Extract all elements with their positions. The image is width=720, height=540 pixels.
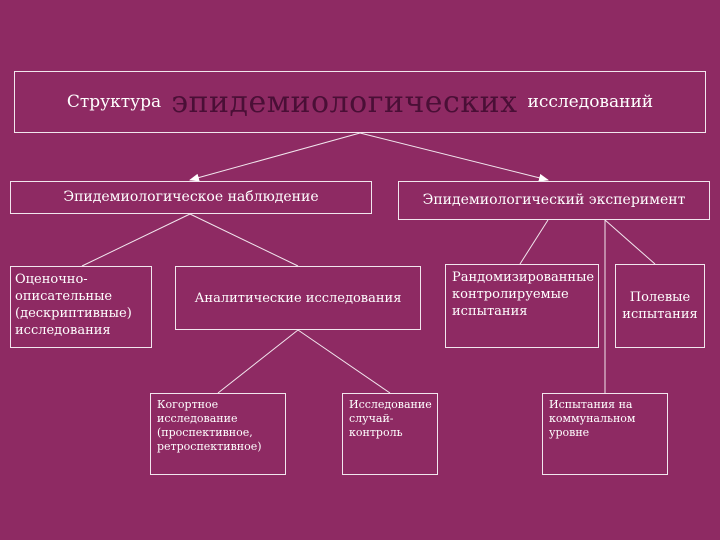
line-to-analytic: [190, 214, 298, 266]
node-descriptive: [10, 266, 152, 348]
node-analytic-label: Аналитические исследования: [194, 290, 402, 306]
title-part-1: Структура: [66, 92, 162, 112]
line-to-rct: [520, 220, 548, 264]
node-experiment-label: Эпидемиологический эксперимент: [422, 192, 686, 208]
line-to-field: [605, 220, 655, 264]
node-case-control: [342, 393, 438, 475]
node-rct: [445, 264, 599, 348]
node-case-control-label: Исследование случай-контроль: [349, 398, 432, 439]
node-experiment: [398, 181, 710, 220]
node-community-label: Испытания на коммунальном уровне: [549, 398, 636, 439]
node-observation: [10, 181, 372, 214]
line-to-cohort: [218, 330, 298, 393]
node-cohort: [150, 393, 286, 475]
node-descriptive-label: Оценочно-описательные (дескриптивные) исследования: [15, 272, 132, 338]
title-part-3: исследований: [527, 92, 654, 112]
node-rct-label: Рандомизированные контролируемые испытания: [452, 270, 595, 319]
node-field: [615, 264, 705, 348]
node-community: [542, 393, 668, 475]
arrow-to-observation: [190, 133, 360, 180]
line-to-descriptive: [82, 214, 190, 266]
node-analytic: [175, 266, 421, 330]
node-observation-label: Эпидемиологическое наблюдение: [63, 189, 319, 205]
title-part-2: эпидемиологических: [171, 84, 518, 120]
node-field-label: Полевые испытания: [622, 290, 698, 322]
arrow-to-experiment: [360, 133, 548, 180]
node-cohort-label: Когортное исследование (проспективное, ретроспективное): [157, 398, 262, 453]
line-to-case-control: [298, 330, 390, 393]
diagram-title: [14, 71, 706, 133]
